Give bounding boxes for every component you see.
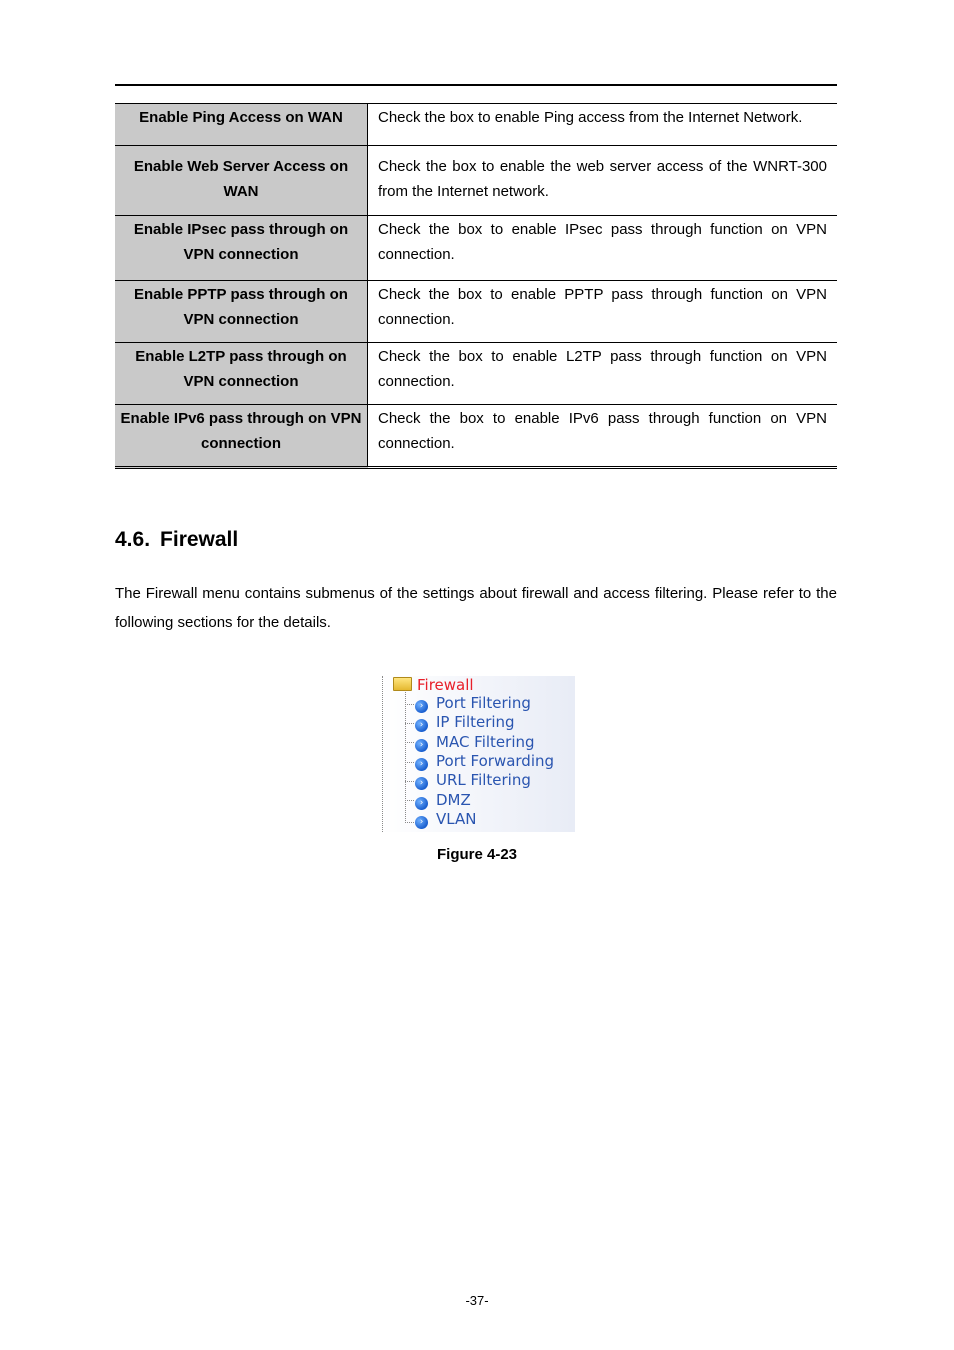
- tree-branch-line: [405, 688, 406, 823]
- firewall-menu-figure: [381, 676, 575, 832]
- parameter-name: Enable Ping Access on WAN: [115, 104, 368, 146]
- page-number: -37-: [465, 1293, 489, 1308]
- parameter-description: Check the box to enable L2TP pass through function on VPN connection.: [368, 343, 838, 405]
- table-row: [115, 343, 837, 405]
- tree-tick: [405, 742, 414, 743]
- tree-border-line: [382, 676, 383, 832]
- arrow-bullet-icon: ›: [415, 719, 428, 732]
- menu-item-label: Port Filtering: [436, 694, 531, 712]
- menu-item-label: URL Filtering: [436, 771, 531, 789]
- arrow-bullet-icon: ›: [415, 758, 428, 771]
- parameter-description: [368, 146, 838, 216]
- tree-tick: [405, 762, 414, 763]
- parameter-name: Enable L2TP pass through on VPN connection: [115, 343, 368, 405]
- table-row: [115, 146, 837, 216]
- arrow-bullet-icon: ›: [415, 700, 428, 713]
- menu-item-label: IP Filtering: [436, 713, 515, 731]
- parameter-name: Enable IPsec pass through on VPN connection: [115, 216, 368, 281]
- parameter-description: Check the box to enable IPsec pass through function on VPN connection.: [368, 216, 838, 281]
- arrow-bullet-icon: ›: [415, 739, 428, 752]
- figure-caption: Figure 4-23: [436, 846, 518, 863]
- section-body: The Firewall menu contains submenus of the settings about firewall and access filtering. Please refer to the following sections for the details.: [115, 585, 837, 631]
- section-title: Firewall: [160, 528, 239, 551]
- arrow-bullet-icon: ›: [415, 777, 428, 790]
- parameter-description-text: Check the box to enable the web server access of the WNRT-300 from the Internet network.: [378, 158, 827, 200]
- table-row: [115, 216, 837, 281]
- header-rule: [115, 84, 837, 86]
- parameter-name: Enable PPTP pass through on VPN connection: [115, 281, 368, 343]
- parameter-table: [115, 103, 837, 469]
- arrow-bullet-icon: ›: [415, 816, 428, 829]
- table-row: [115, 104, 837, 146]
- table-row: [115, 281, 837, 343]
- table-row: [115, 405, 837, 468]
- tree-tick: [405, 800, 414, 801]
- menu-item-label: VLAN: [436, 810, 477, 828]
- menu-item-label: Port Forwarding: [436, 752, 555, 770]
- tree-tick: [405, 704, 414, 705]
- menu-item-label: MAC Filtering: [436, 733, 535, 751]
- tree-tick: [405, 822, 414, 823]
- parameter-description: Check the box to enable Ping access from the Internet Network.: [368, 104, 838, 146]
- menu-item-label: DMZ: [436, 791, 471, 809]
- menu-item-mac-filtering[interactable]: [415, 733, 535, 752]
- parameter-description-text: Check the box to enable IPv6 pass through function on VPN connection.: [378, 410, 827, 452]
- tree-tick: [405, 781, 414, 782]
- tree-tick: [405, 723, 414, 724]
- menu-root-label: Firewall: [417, 676, 474, 694]
- parameter-name: [115, 146, 368, 216]
- parameter-description: Check the box to enable PPTP pass through function on VPN connection.: [368, 281, 838, 343]
- parameter-description: [368, 405, 838, 468]
- section-heading: [115, 528, 238, 552]
- menu-item-url-filtering[interactable]: [415, 771, 531, 790]
- menu-item-dmz[interactable]: [415, 791, 471, 810]
- parameter-name-text: Enable Web Server Access on WAN: [133, 158, 349, 200]
- menu-item-port-filtering[interactable]: [415, 694, 531, 713]
- menu-item-ip-filtering[interactable]: [415, 713, 515, 732]
- parameter-name: Enable IPv6 pass through on VPN connection: [115, 405, 368, 468]
- menu-item-vlan[interactable]: [415, 810, 476, 829]
- section-number: 4.6.: [115, 528, 151, 551]
- folder-open-icon: [393, 677, 412, 691]
- menu-root-firewall[interactable]: [393, 676, 474, 695]
- menu-item-port-forwarding[interactable]: [415, 752, 554, 771]
- arrow-bullet-icon: ›: [415, 797, 428, 810]
